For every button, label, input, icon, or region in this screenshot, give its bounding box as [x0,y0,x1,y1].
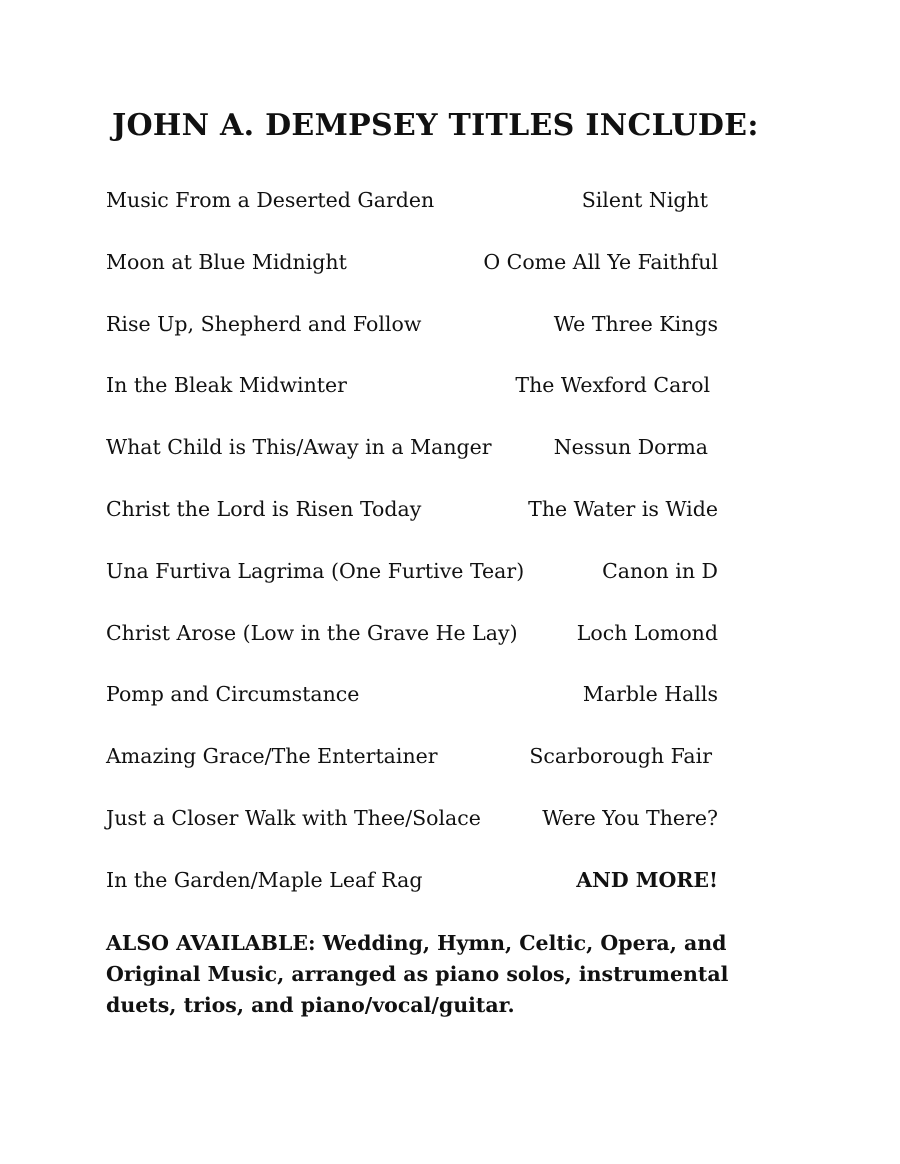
title-left: Rise Up, Shepherd and Follow [106,311,422,336]
title-row [106,744,718,806]
title-left: Una Furtiva Lagrima (One Furtive Tear) [106,558,525,583]
title-row [106,435,718,497]
title-left: Just a Closer Walk with Thee/Solace [106,805,481,830]
title-row [106,621,718,683]
title-row [106,682,718,744]
title-right: We Three Kings [553,311,718,336]
also-available-paragraph: ALSO AVAILABLE: Wedding, Hymn, Celtic, Opera, and Original Music, arranged as piano solos, instrumental duets, trios, and piano/vocal/guitar. [106,931,729,1017]
title-row [106,373,718,435]
titles-list [106,188,718,930]
title-right: O Come All Ye Faithful [483,249,718,274]
title-right: Loch Lomond [576,620,718,645]
title-row [106,497,718,559]
title-right: The Wexford Carol [515,373,710,398]
title-row [106,250,718,312]
title-right: Canon in D [602,558,718,583]
title-right: The Water is Wide [528,496,718,521]
title-left: In the Bleak Midwinter [106,373,347,398]
title-left: Music From a Deserted Garden [106,188,435,212]
title-left: Christ the Lord is Risen Today [106,496,422,521]
title-left: What Child is This/Away in a Manger [106,435,492,460]
title-left: Moon at Blue Midnight [106,249,347,274]
title-left: Christ Arose (Low in the Grave He Lay) [106,620,518,645]
title-left: In the Garden/Maple Leaf Rag [106,867,423,892]
title-right: Nessun Dorma [553,435,708,460]
title-row [106,559,718,621]
title-right: Scarborough Fair [529,744,712,769]
title-right: Marble Halls [582,682,718,707]
title-right: Silent Night [581,188,708,212]
page-title: JOHN A. DEMPSEY TITLES INCLUDE: [112,108,759,143]
and-more-label: AND MORE! [576,867,718,892]
title-row [106,868,718,930]
title-left: Amazing Grace/The Entertainer [106,744,438,769]
title-left: Pomp and Circumstance [106,682,360,707]
title-row [106,806,718,868]
title-row [106,312,718,374]
title-right: Were You There? [542,805,718,830]
title-row [106,188,718,250]
